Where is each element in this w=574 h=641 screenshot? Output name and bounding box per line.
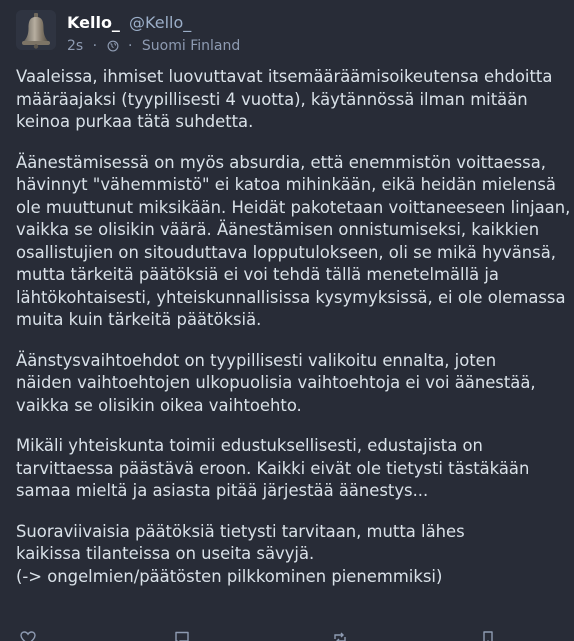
post-content: [16, 66, 574, 606]
author-handle[interactable]: @Kello_: [129, 13, 192, 32]
post-paragraph: Äänestämisessä on myös absurdia, että enemmistön voittaessa, hävinnyt "vähemmistö" ei katoa mihinkään, eikä heidän mielensä ole muuttunut miksikään. Heidät pakotetaan voittaneeseen linjaan, vaikka se olisikin väärä. Äänestämisen onnistumiseksi, kaikkien osallistujien on sitouduttava lopputulokseen, oli se mikä hyvänsä, mutta tärkeitä päätöksiä ei voi tehdä tällä menetelmällä ja lähtökohtaisesti, yhteiskunnallisissa kysymyksissä, ei ole olemassa muita kuin tärkeitä päätöksiä.: [16, 152, 571, 329]
post-header: [16, 10, 558, 58]
post-meta: [67, 37, 240, 55]
avatar[interactable]: [16, 10, 56, 50]
post-paragraph: Äänstysvaihtoehdot on tyypillisesti valikoitu ennalta, joten näiden vaihtoehtojen ulkopuolisia vaihtoehtoja ei voi äänestää, vaikka se olisikin oikea vaihtoehto.: [16, 350, 536, 415]
boost-button[interactable]: [332, 630, 348, 641]
boost-icon: [332, 630, 348, 641]
post-actions: [16, 630, 574, 641]
post-paragraph: Vaaleissa, ihmiset luovuttavat itsemääräämisoikeutensa ehdoitta määräajaksi (tyypillisesti 4 vuotta), käytännössä ilman mitään keinoa purkaa tätä suhdetta.: [16, 67, 553, 131]
like-button[interactable]: [20, 630, 36, 641]
post-time[interactable]: 2s: [67, 38, 84, 54]
bell-icon: [16, 10, 56, 50]
instance-name[interactable]: Suomi Finland: [141, 38, 241, 54]
comment-icon: [174, 630, 190, 641]
display-name[interactable]: Kello_: [67, 13, 120, 32]
post-paragraph: Mikäli yhteiskunta toimii edustuksellisesti, edustajista on tarvittaessa päästävä eroon. Kaikki eivät ole tietysti tästäkään samaa mieltä ja asiasta pitää järjestää äänestys...: [16, 436, 530, 500]
save-button[interactable]: [480, 630, 496, 641]
bookmark-icon: [480, 630, 496, 641]
heart-icon: [20, 630, 36, 641]
author-line[interactable]: [67, 13, 191, 33]
meta-separator: ·: [92, 38, 98, 54]
meta-separator: ·: [128, 38, 133, 54]
comment-button[interactable]: [174, 630, 190, 641]
post-paragraph: Suoraviivaisia päätöksiä tietysti tarvitaan, mutta lähes kaikissa tilanteissa on useita sävyjä. (-> ongelmien/päätösten pilkkominen pienemmiksi): [16, 521, 465, 586]
globe-icon: [107, 40, 119, 52]
